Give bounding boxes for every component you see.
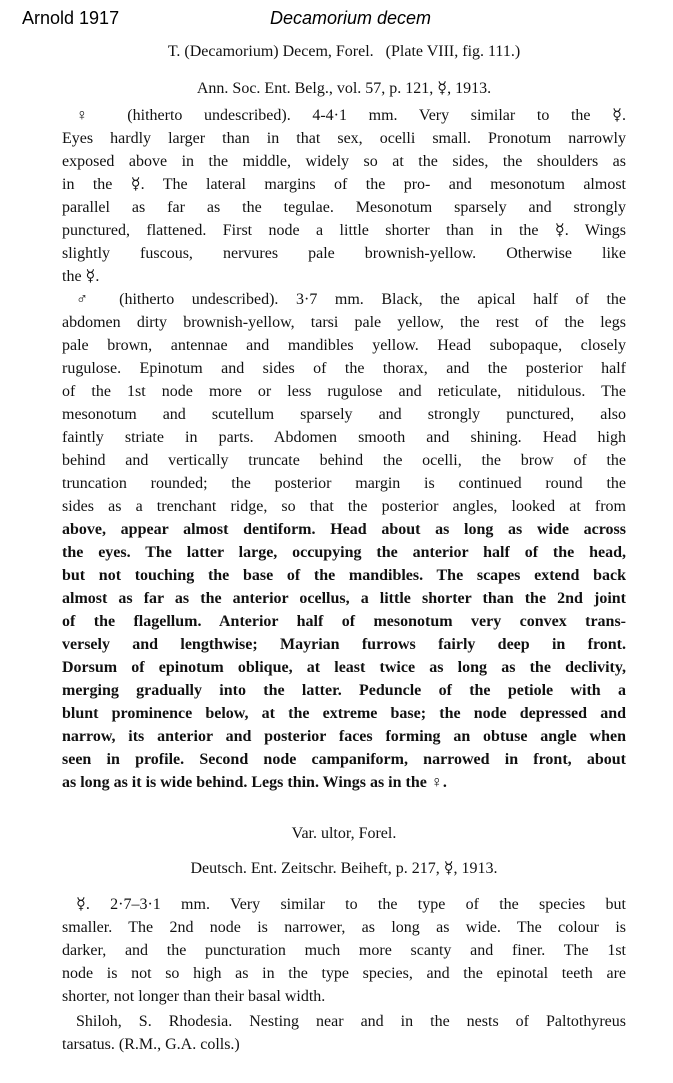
text-line: the ☿. [62, 268, 100, 285]
text-line: the eyes. The latter large, occupying the anterior half of the head, [62, 544, 626, 561]
text-line: smaller. The 2nd node is narrower, as long as wide. The colour is [62, 919, 626, 936]
text-line: truncation rounded; the posterior margin is continued round the [62, 475, 626, 492]
locality-line-2: tarsatus. (R.M., G.A. colls.) [62, 1036, 240, 1053]
text-line: slightly fuscous, nervures pale brownish-yellow. Otherwise like [62, 245, 626, 262]
text-line: darker, and the puncturation much more scanty and finer. The 1st [62, 942, 626, 959]
text-line: node is not so high as in the type species, and the epinotal teeth are [62, 965, 626, 982]
text-line: but not touching the base of the mandibles. The scapes extend back [62, 567, 626, 584]
header-species-name: Decamorium decem [270, 8, 432, 28]
text-line: abdomen dirty brownish-yellow, tarsi pale yellow, the rest of the legs [62, 314, 626, 331]
variety-title: Var. ultor, Forel. [291, 825, 397, 842]
text-line: as long as it is wide behind. Legs thin. Wings as in the ♀. [62, 774, 447, 791]
text-line: seen in profile. Second node campaniform, narrowed in front, about [62, 751, 626, 768]
text-line: punctured, flattened. First node a little shorter than in the ☿. Wings [62, 222, 626, 239]
text-line: Dorsum of epinotum oblique, at least twice as long as the declivity, [62, 659, 626, 676]
text-line: pale brown, antennae and mandibles yellow. Head subopaque, closely [62, 337, 626, 354]
male-description [62, 288, 626, 794]
text-line: Eyes hardly larger than in that sex, ocelli small. Pronotum narrowly [62, 130, 626, 147]
text-line: in the ☿. The lateral margins of the pro- and mesonotum almost [62, 176, 626, 193]
text-line: blunt prominence below, at the extreme base; the node depressed and [62, 705, 626, 722]
text-line: ☿. 2·7–3·1 mm. Very similar to the type of the species but [76, 896, 626, 913]
text-line: shorter, not longer than their basal width. [62, 988, 326, 1005]
locality-note [62, 1010, 626, 1056]
text-line: above, appear almost dentiform. Head about as long as wide across [62, 521, 626, 538]
text-line: parallel as far as the tegulae. Mesonotum sparsely and strongly [62, 199, 626, 216]
worker-description [62, 893, 626, 1008]
female-description [62, 104, 626, 288]
text-line: versely and lengthwise; Mayrian furrows fairly deep in front. [62, 636, 626, 653]
species-title-plate: (Plate VIII, fig. 111.) [385, 43, 521, 60]
header-author-year: Arnold 1917 [22, 8, 120, 28]
text-line: ♂ (hitherto undescribed). 3·7 mm. Black, the apical half of the [76, 291, 626, 308]
text-line: of the flagellum. Anterior half of mesonotum very convex trans- [62, 613, 626, 630]
text-line: rugulose. Epinotum and sides of the thorax, and the posterior half [62, 360, 626, 377]
text-line: almost as far as the anterior ocellus, a little shorter than the 2nd joint [62, 590, 626, 607]
locality-line-1: Shiloh, S. Rhodesia. Nesting near and in the nests of Paltothyreus [76, 1013, 626, 1030]
text-line: exposed above in the middle, widely so at the sides, the shoulders as [62, 153, 626, 170]
species-title-name: T. (Decamorium) Decem, Forel. [167, 43, 374, 60]
species-title [62, 40, 626, 63]
text-line: faintly striate in parts. Abdomen smooth and shining. Head high [62, 429, 626, 446]
text-line: behind and vertically truncate behind the ocelli, the brow of the [62, 452, 626, 469]
page-header [0, 8, 673, 32]
text-line: of the 1st node more or less rugulose and reticulate, nitidulous. The [62, 383, 626, 400]
text-line: sides as a trenchant ridge, so that the posterior angles, looked at from [62, 498, 626, 515]
text-line: ♀ (hitherto undescribed). 4-4·1 mm. Very similar to the ☿. [76, 107, 626, 124]
text-line: merging gradually into the latter. Peduncle of the petiole with a [62, 682, 626, 699]
text-line: narrow, its anterior and posterior faces forming an obtuse angle when [62, 728, 626, 745]
text-line: mesonotum and scutellum sparsely and strongly punctured, also [62, 406, 626, 423]
species-reference: Ann. Soc. Ent. Belg., vol. 57, p. 121, ☿, 1913. [196, 80, 492, 97]
variety-reference: Deutsch. Ent. Zeitschr. Beiheft, p. 217, ☿, 1913. [190, 860, 498, 877]
